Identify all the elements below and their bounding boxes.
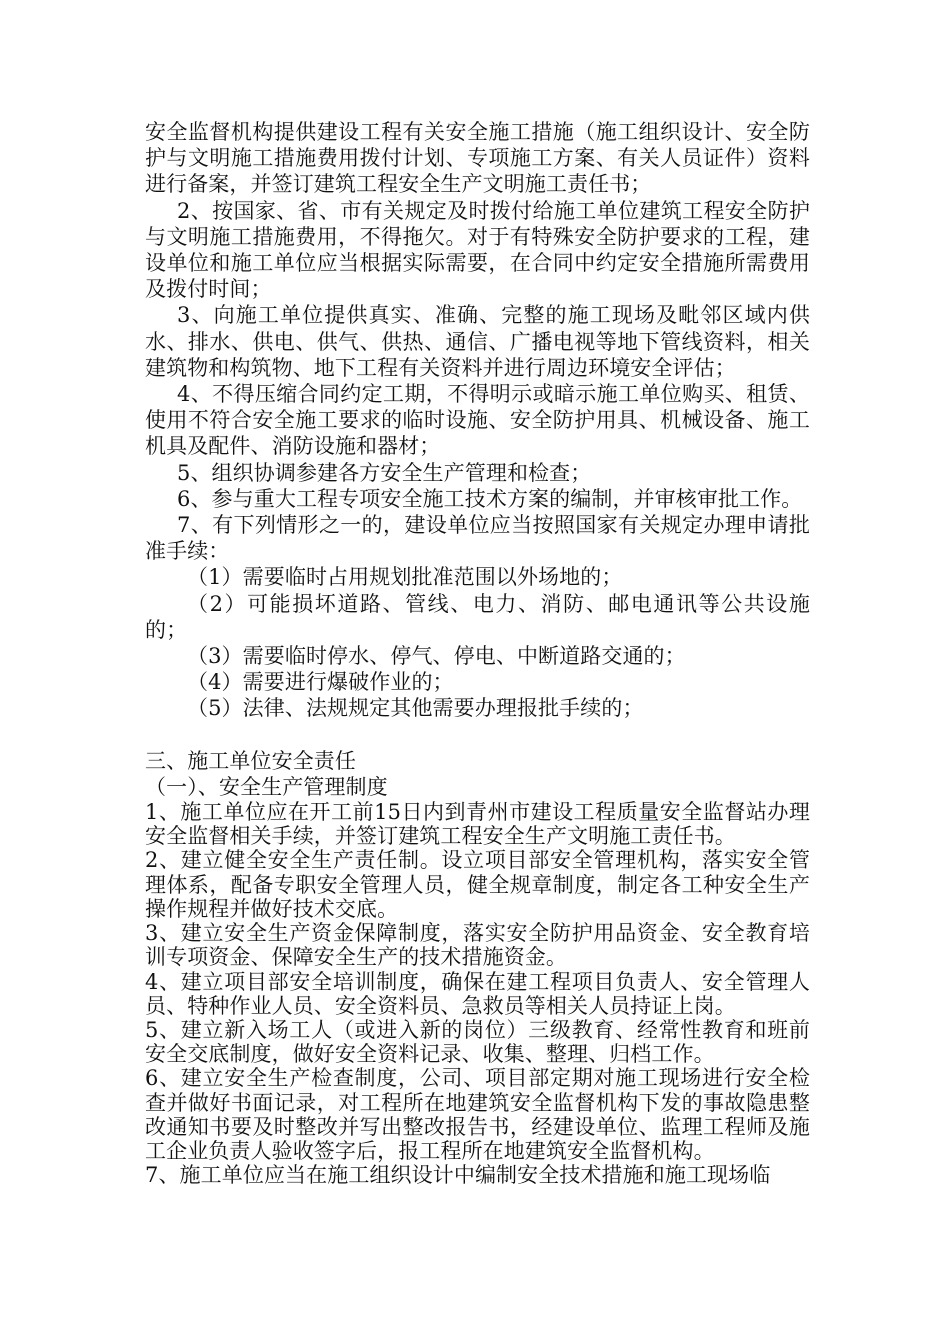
owner-item-6: 6、参与重大工程专项安全施工技术方案的编制，并审核审批工作。 [177,486,803,511]
contractor-item-3: 3、建立安全生产资金保障制度，落实安全防护用品资金、安全教育培训专项资金、保障安全生产的技术措施资金。 [145,921,810,970]
contractor-item-5: 5、建立新入场工人（或进入新的岗位）三级教育、经常性教育和班前安全交底制度，做好安全资料记录、收集、整理、归档工作。 [145,1017,810,1067]
contractor-items [145,800,810,1187]
owner-item-2: 2、按国家、省、市有关规定及时拨付给施工单位建筑工程安全防护与文明施工措施费用，不得拖欠。对于有特殊安全防护要求的工程，建设单位和施工单位应当根据实际需要，在合同中约定安全措施所需费用及拨付时间； [145,198,810,302]
contractor-item-6: 6、建立安全生产检查制度，公司、项目部定期对施工现场进行安全检查并做好书面记录，对工程所在地建筑安全监督机构下发的事故隐患整改通知书要及时整改并写出整改报告书，经建设单位、监理工程师及施工企业负责人验收签字后，报工程所在地建筑安全监督机构。 [145,1066,810,1163]
sub-item-4: （4）需要进行爆破作业的； [187,670,454,695]
sub-item-3: （3）需要临时停水、停气、停电、中断道路交通的； [187,644,686,669]
owner-item-3: 3、向施工单位提供真实、准确、完整的施工现场及毗邻区域内供水、排水、供电、供气、供热、通信、广播电视等地下管线资料，相关建筑物和构筑物、地下工程有关资料并进行周边环境安全评估； [145,303,810,380]
intro-paragraph: 安全监督机构提供建设工程有关安全施工措施（施工组织设计、安全防护与文明施工措施费用拨付计划、专项施工方案、有关人员证件）资料进行备案，并签订建筑工程安全生产文明施工责任书； [145,120,810,197]
owner-item-7: 7、有下列情形之一的，建设单位应当按照国家有关规定办理申请批准手续： [145,513,810,564]
contractor-item-7: 7、施工单位应当在施工组织设计中编制安全技术措施和施工现场临 [145,1163,771,1188]
contractor-item-4: 4、建立项目部安全培训制度，确保在建工程项目负责人、安全管理人员、特种作业人员、安全资料员、急救员等相关人员持证上岗。 [145,969,810,1018]
sub-item-5: （5）法律、法规规定其他需要办理报批手续的； [187,696,644,721]
sub-item-2: （2）可能损坏道路、管线、电力、消防、邮电通讯等公共设施的； [145,591,810,642]
blank-line [145,722,810,748]
section-title: 三、施工单位安全责任 [145,748,356,773]
owner-item-5: 5、组织协调参建各方安全生产管理和检查； [177,460,592,485]
sub-item-1: （1）需要临时占用规划批准范围以外场地的； [187,565,623,590]
contractor-item-1: 1、施工单位应在开工前15日内到青州市建设工程质量安全监督站办理安全监督相关手续，并签订建筑工程安全生产文明施工责任书。 [145,800,810,849]
subsection-title: （一）、安全生产管理制度 [145,774,388,799]
owner-item-4: 4、不得压缩合同约定工期，不得明示或暗示施工单位购买、租赁、使用不符合安全施工要求的临时设施、安全防护用具、机械设备、施工机具及配件、消防设施和器材； [145,382,810,459]
contractor-item-2: 2、建立健全安全生产责任制。设立项目部安全管理机构，落实安全管理体系，配备专职安全管理人员，健全规章制度，制定各工种安全生产操作规程并做好技术交底。 [145,848,810,921]
